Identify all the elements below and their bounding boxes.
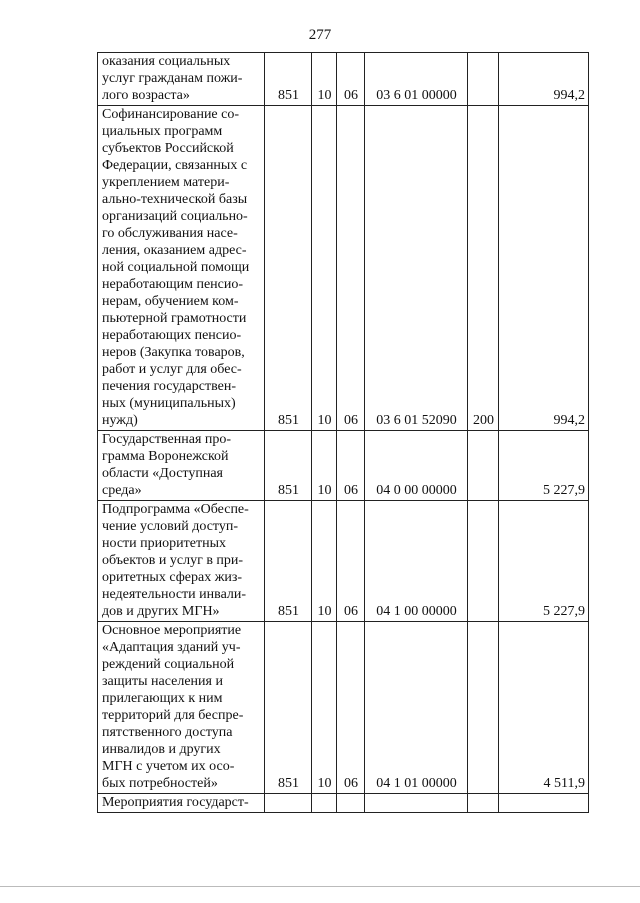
section-code-cell: 10 <box>312 431 337 501</box>
item-name-cell: Мероприятия государст- <box>98 794 265 813</box>
target-article-cell: 03 6 01 52090 <box>365 106 468 431</box>
subsection-code-cell: 06 <box>337 622 365 794</box>
target-article-cell: 04 1 01 00000 <box>365 622 468 794</box>
item-name-cell: Софинансирование со- циальных программ субъектов Российской Федерации, связанных с укреплением матери- ально-технической базы организаций социально- го обслуживания насе- ления, оказанием адрес- ной социальной помощи неработающим пенсио- нерам, обучением ком- пьютерной грамотности неработающих пенсио- неров (Закупка товаров, работ и услуг для обес- печения государствен- ных (муниципальных) нужд) <box>98 106 265 431</box>
expense-type-cell <box>468 794 499 813</box>
amount-cell: 994,2 <box>499 106 589 431</box>
amount-cell: 5 227,9 <box>499 431 589 501</box>
section-code-cell: 10 <box>312 53 337 106</box>
amount-cell: 4 511,9 <box>499 622 589 794</box>
target-article-cell: 04 0 00 00000 <box>365 431 468 501</box>
grbs-code-cell: 851 <box>265 106 312 431</box>
subsection-code-cell <box>337 794 365 813</box>
item-name-cell: Государственная про- грамма Воронежской области «Доступная среда» <box>98 431 265 501</box>
amount-cell: 994,2 <box>499 53 589 106</box>
item-name-cell: Основное мероприятие «Адаптация зданий уч- реждений социальной защиты населения и прилегающих к ним территорий для беспре- пятственного доступа инвалидов и других МГН с учетом их осо- бых потребностей» <box>98 622 265 794</box>
expense-type-cell <box>468 431 499 501</box>
item-name-cell: оказания социальных услуг гражданам пожи- лого возраста» <box>98 53 265 106</box>
page-number: 277 <box>308 27 332 43</box>
expense-type-cell: 200 <box>468 106 499 431</box>
section-code-cell: 10 <box>312 622 337 794</box>
grbs-code-cell: 851 <box>265 501 312 622</box>
grbs-code-cell <box>265 794 312 813</box>
section-code-cell: 10 <box>312 106 337 431</box>
subsection-code-cell: 06 <box>337 501 365 622</box>
table-row <box>98 794 589 813</box>
target-article-cell: 04 1 00 00000 <box>365 501 468 622</box>
item-name-cell: Подпрограмма «Обеспе- чение условий доступ- ности приоритетных объектов и услуг в при- оритетных сферах жиз- недеятельности инвали- дов и других МГН» <box>98 501 265 622</box>
subsection-code-cell: 06 <box>337 53 365 106</box>
amount-cell: 5 227,9 <box>499 501 589 622</box>
grbs-code-cell: 851 <box>265 622 312 794</box>
expense-type-cell <box>468 622 499 794</box>
section-code-cell <box>312 794 337 813</box>
expense-type-cell <box>468 53 499 106</box>
table-row <box>98 106 589 431</box>
grbs-code-cell: 851 <box>265 431 312 501</box>
target-article-cell <box>365 794 468 813</box>
section-code-cell: 10 <box>312 501 337 622</box>
amount-cell <box>499 794 589 813</box>
table-row <box>98 53 589 106</box>
table-row <box>98 622 589 794</box>
subsection-code-cell: 06 <box>337 106 365 431</box>
budget-table <box>97 52 589 813</box>
budget-table-body <box>98 53 589 813</box>
subsection-code-cell: 06 <box>337 431 365 501</box>
table-row <box>98 501 589 622</box>
grbs-code-cell: 851 <box>265 53 312 106</box>
expense-type-cell <box>468 501 499 622</box>
page-bottom-edge <box>0 886 640 887</box>
table-row <box>98 431 589 501</box>
target-article-cell: 03 6 01 00000 <box>365 53 468 106</box>
